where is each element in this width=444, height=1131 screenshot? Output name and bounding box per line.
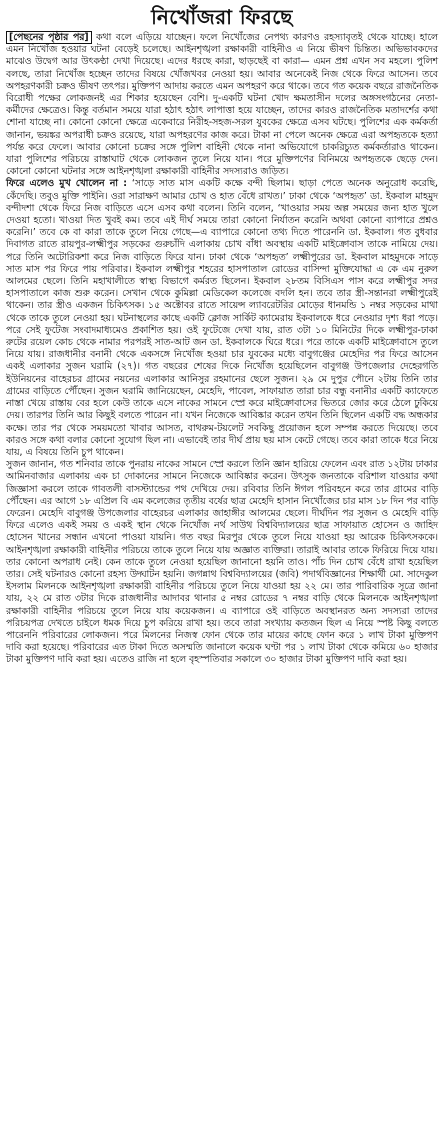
paragraph-two-text: ‘সাড়ে সাত মাস একটি কক্ষে বন্দী ছিলাম। ছাড়া পেতে অনেক অনুরোধ করেছি, কেঁদেছি। তবুও মুক্তি পাইনি। ওরা সারাক্ষণ আমার চোখ ও হাত বেঁধে রাখত।’ ঢাকা থেকে ‘অপহৃত’ ডা. ইকবাল মাহমুদ বন্দীদশা থেকে ফিরে নিজ বাড়িতে এসে এসব কথা বলেন। তিনি বলেন, ‘খাওয়ার সময় অল্প সময়ের জন্য হাত খুলে দেওয়া হতো। খাওয়া দিত খুবই কম। তবে এই দীর্ঘ সময়ে তারা কোনো নির্যাতন করেনি অথবা কোনো ব্যাপারে প্রশ্নও করেনি।’ তবে কে বা কারা তাকে তুলে নিয়ে গেছে—এ ব্যাপারে কোনো তথ্য দিতে পারেননি ডা. ইকবাল। গত বুধবার দিবাগত রাতে রায়পুর-লক্ষ্মীপুর সড়কের গুরুচাঁদি এলাকায় চোখ বাঁধা অবস্থায় একটি মাইক্রোবাস তাকে নামিয়ে দেয়। পরে তিনি অটোরিকশা করে নিজ বাড়িতে ফিরে যান। ঢাকা থেকে ‘অপহৃত’ লক্ষ্মীপুরের ডা. ইকবাল মাহমুদকে সাড়ে সাত মাস পর ফিরে পায় পরিবার। ইকবাল লক্ষ্মীপুর শহরের হাসপাতাল রোডের বাসিন্দা মুক্তিযোদ্ধা এ কে এম নুরুল আলমের ছেলে। তিনি মহাখালীতে স্বাস্থ্য বিভাগে কর্মরত ছিলেন। ইকবাল ২৮তম বিসিএস পাস করে লক্ষ্মীপুর সদর হাসপাতালে কাজ শুরু করেন। সেখান থেকে কুমিল্লা মেডিকেল কলেজে বদলি হন। তবে তার স্ত্রী-সন্তানরা লক্ষ্মীপুরেই থাকেন। তার স্ত্রীও একজন চিকিৎসক। ১৫ অক্টোবর রাতে সায়েন্স ল্যাবরেটরির মোড়ের ধানমন্ডি ১ নম্বর সড়কের মাথা থেকে তাকে তুলে নেওয়া হয়। ঘটনাস্থলের কাছে একটি ক্লোজ সার্কিট ক্যামেরায় ইকবালকে ধরে নেওয়ার দৃশ্য ধরা পড়ে। পরে সেই ফুটেজ সংবাদমাধ্যমেও প্রকাশিত হয়। ওই ফুটেজে দেখা যায়, রাত ৩টা ১০ মিনিটের দিকে লক্ষ্মীপুর-ঢাকা রুটের রয়েল কোচ থেকে নামার পরপরই সাত-আট জন ডা. ইকবালকে ঘিরে ধরে। পরে তাকে একটি মাইক্রোবাসে তুলে নিয়ে যায়। রাজধানীর বনানী থেকে একসঙ্গে নিখোঁজ হওয়া চার যুবকের মধ্যে বাবুগঞ্জের মেহেদির পর ফিরে আসেন একই এলাকার সুজন ঘরামি (২৭)। গত বছরের শেষের দিকে নিখোঁজ হয়েছিলেন বাবুগঞ্জ উপজেলার দেহেরগতি ইউনিয়নের বাহেরচর গ্রামের নয়নের এলাকার আনিসুর রহমানের ছেলে সুজন। ২৯ মে দুপুর পৌনে ২টায় তিনি তার গ্রামের বাড়িতে পৌঁছেন। সুজন ঘরামি জানিয়েছেন, মেহেদি, পাবেল, সাফায়াত তারা চার বন্ধু বনানীর একটি ক্যাফেতে নাস্তা খেয়ে রাস্তায় বের হলে কেউ তাকে এসে নাকের সামনে স্প্রে করে মাইক্রোবাসের ভিতরে জোর করে ঠেলে ঢুকিয়ে দেয়। তারপর তিনি আর কিছুই বলতে পারেন না। যখন নিজেকে আবিষ্কার করেন তখন তিনি ছিলেন একটি বদ্ধ অন্ধকার কক্ষে। তার পর থেকে সময়মতো খাবার আসত, বাথরুম-টয়লেট সবকিছু প্রয়োজন হলে সম্পন্ন করতে দিয়েছে। তবে কারও সঙ্গে কথা বলার কোনো সুযোগ ছিল না। এভাবেই তার দীর্ঘ প্রায় ছয় মাস কেটে গেছে। তবে কারা তাকে ধরে নিয়ে যায়, এ বিষয়ে তিনি চুপ থাকেন। [6,178,438,458]
article-paragraph-two [6,178,438,459]
intro-text: কথা বলে এড়িয়ে যাচ্ছেন। ফলে নিখোঁজের নেপথ্য কারণও রহস্যাবৃতই থেকে যাচ্ছে। হালে এমন নিখোঁজ হওয়ার ঘটনা বেড়েই চলেছে। আইনশৃঙ্খলা রক্ষাকারী বাহিনীও এ নিয়ে ভীষণ চিন্তিত। অভিভাবকদের মাঝেও উদ্বেগ আর উৎকণ্ঠা দেখা দিয়েছে। এদের ধরছে কারা, ছাড়ছেই বা কারা— এমন প্রশ্ন এখন সব মহলে। পুলিশ বলছে, তারা নিখোঁজ হচ্ছেন তাদের বিষয়ে খোঁজখবর নেওয়া হয়। আবার অনেকেই নিজ থেকে ফিরে আসেন। তবে অপহরণকারী চক্রও ভীষণ তৎপর। মুক্তিপণ আদায় করতে এমন অপহরণ করে থাকে। তবে গত কয়েক বছরে রাজনৈতিক বিরোধী পক্ষের লোকজনই এর শিকার হয়েছেন বেশি। দু-একটি ঘটনা খোদ ক্ষমতাসীন দলের অঙ্গসংগঠনের নেতা-কর্মীদের ক্ষেত্রেও। কিন্তু বর্তমান সময়ে যারা হঠাৎ হঠাৎ লাপাত্তা হয়ে যাচ্ছেন, তাদের কারও রাজনৈতিক মতাদর্শের কথা শোনা যাচ্ছে না। কোনো কোনো ক্ষেত্রে একেবারে নিরীহ-সহজ-সরল যুবকের ক্ষেত্রে এসব ঘটছে। পুলিশের এক কর্মকর্তা জানান, ভয়ঙ্কর অপরাধী চক্রও রয়েছে, যারা অপহরণের কাজ করে। টাকা না পেলে অনেক ক্ষেত্রে এরা অপহৃতকে হত্যা পর্যন্ত করে ফেলে। আবার কোনো চক্রের সঙ্গে পুলিশ বাহিনী থেকে নানা অভিযোগে চাকরিচ্যুত কর্মকর্তারাও থাকেন। যারা পুলিশের পরিচয়ে রাস্তাঘাট থেকে লোকজন তুলে নিয়ে যান। পরে মুক্তিপণের বিনিময়ে অপহৃতকে ছেড়ে দেন। কোনো কোনো ঘটনার সঙ্গে আইনশৃঙ্খলা রক্ষাকারী বাহিনীর সদস্যরাও জড়িত। [6,32,438,178]
continued-from-label: [পেছনের পৃষ্ঠার পর] [6,31,92,44]
article-paragraph-three [6,459,438,666]
paragraph-three-text: সুজন জানান, গত শনিবার তাকে পুনরায় নাকের সামনে স্প্রে করলে তিনি জ্ঞান হারিয়ে ফেলেন এবং রাত ১২টায় ঢাকার আমিনবাজার এলাকায় এক চা দোকানের সামনে নিজেকে আবিষ্কার করেন। উৎসুক জনতাকে বরিশাল যাওয়ার কথা জিজ্ঞাসা করলে তাকে গাবতলী বাসস্ট্যান্ডের পথ দেখিয়ে দেয়। রবিবার তিনি ঈগল পরিবহনে করে তার গ্রামের বাড়ি পৌঁছেন। এর আগে ১৮ এপ্রিল বি এম কলেজের তৃতীয় বর্ষের ছাত্র মেহেদি হাসান নিখোঁজের চার মাস ১৮ দিন পর বাড়ি ফেরেন। মেহেদি বাবুগঞ্জ উপজেলার বাহেরচর এলাকার জাহাঙ্গীর আলমের ছেলে। দীর্ঘদিন পর সুজন ও মেহেদি বাড়ি ফিরে এলেও একই সময় ও একই স্থান থেকে নিখোঁজ নর্থ সাউথ বিশ্ববিদ্যালয়ের ছাত্র সাফায়াত হোসেন ও জাহিদ হোসেন খানের সন্ধান এখনো পাওয়া যায়নি। গত বছর মিরপুর থেকে তুলে নিয়ে যাওয়া হয় আরেক চিকিৎসককে। আইনশৃঙ্খলা রক্ষাকারী বাহিনীর পরিচয়ে তাকে তুলে নিয়ে যায় অজ্ঞাত ব্যক্তিরা। তারাই আবার তাকে ফিরিয়ে দিয়ে যায়। তার কোনো অপরাধ নেই। কেন তাকে তুলে নেওয়া হয়েছিল জানানো হয়নি তাও। পাঁচ দিন চোখ বেঁধে রাখা হয়েছিল তার। সেই ঘটনারও কোনো রহস্য উদ্ঘাটন হয়নি। জগন্নাথ বিশ্ববিদ্যালয়ের (জবি) পদার্থবিজ্ঞানের শিক্ষার্থী মো. সাদেকুল ইসলাম মিলনকে আইনশৃঙ্খলা রক্ষাকারী বাহিনীর পরিচয়ে তুলে নিয়ে যাওয়া হয় ২২ মে। তার পারিবারিক সূত্রে জানা যায়, ২২ মে রাত ৩টার দিকে রাজধানীর আদাবর থানার ৫ নম্বর রোডের ৭ নম্বর বাড়ি থেকে মিলনকে আইনশৃঙ্খলা রক্ষাকারী বাহিনীর পরিচয়ে তুলে নিয়ে যায় কয়েকজন। এ ব্যাপারে ওই বাড়িতে অবস্থানরত অন্য সদস্যরা তাদের পরিচয়পত্র দেখতে চাইলে ধমক দিয়ে চুপ করিয়ে রাখা হয়। তবে তারা সংখ্যায় কতজন ছিল এ নিয়ে স্পষ্ট কিছু বলতে পারেননি পরিবারের লোকজন। পরে মিলনের নিজস্ব ফোন থেকে তার মায়ের কাছে ফোন করে ১ লাখ টাকা মুক্তিপণ দাবি করা হয়েছে। পরিবারের এত টাকা দিতে অসম্মতি জানালে কয়েক ঘণ্টা পর ১ লাখ টাকা থেকে কমিয়ে ৬০ হাজার টাকা মুক্তিপণ দাবি করা হয়। এতেও রাজি না হলে বৃহস্পতিবার সকালে ৩০ হাজার টাকা মুক্তিপণ দাবি করা হয়। [6,459,439,666]
article-subhead: ফিরে এলেও মুখ খোলেন না : [6,178,127,190]
article-body [6,32,438,667]
article-headline: নিখোঁজরা ফিরছে [151,5,293,29]
article-paragraph-intro [6,32,438,178]
